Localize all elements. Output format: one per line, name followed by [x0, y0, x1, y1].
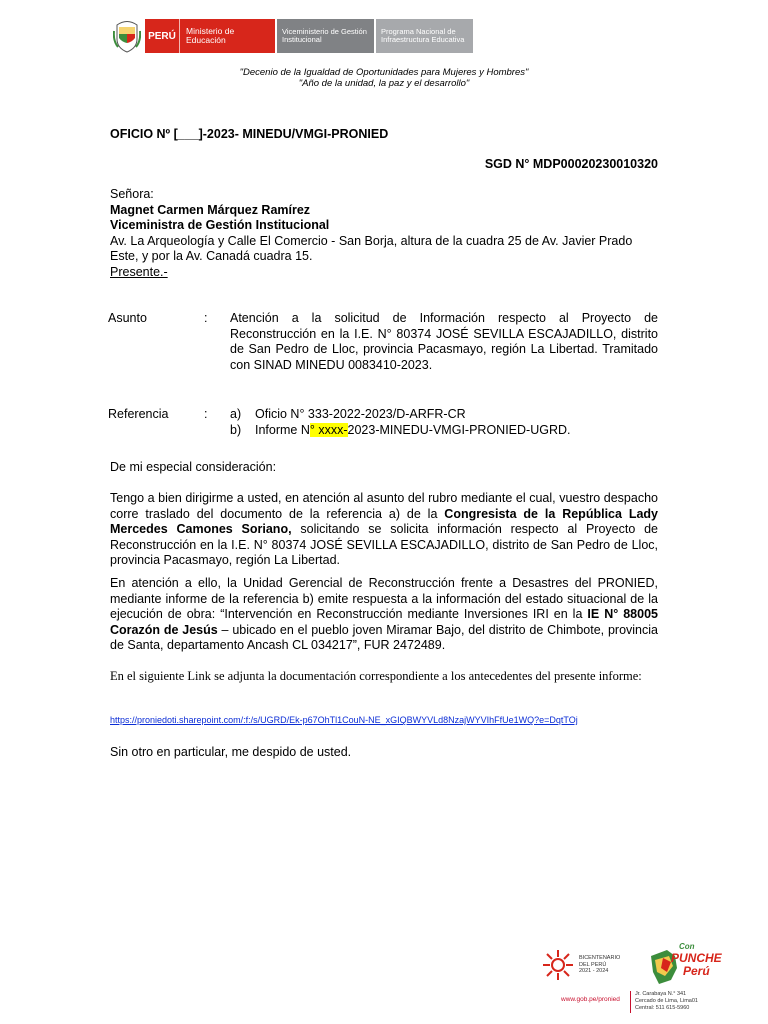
recipient-name: Magnet Carmen Márquez Ramírez: [110, 202, 311, 217]
presente: Presente.-: [110, 264, 168, 279]
peru-shield-icon: [113, 19, 141, 53]
punche-con: Con: [679, 942, 695, 951]
bicentenario-logo: [541, 948, 620, 982]
referencia-colon: :: [204, 407, 208, 421]
bicentenario-text: BICENTENARIO DEL PERÚ 2021 - 2024: [579, 955, 621, 975]
viceministry-name: Viceministerio de Gestión Institucional: [277, 19, 374, 53]
salutation: Señora:: [110, 187, 154, 201]
footer-address: Jr. Carabaya N.° 341 Cercado de Lima, Lima01 Central: 511 615-5960: [635, 991, 698, 1011]
recipient-address: Av. La Arqueología y Calle El Comercio - San Borja, altura de la cuadra 25 de Av. Javier Prado Este, y por la Av. Canadá cuadra 15.: [110, 233, 633, 263]
referencia-list: [230, 407, 658, 438]
referencia-label: Referencia: [108, 407, 169, 421]
website-link[interactable]: www.gob.pe/pronied: [561, 996, 620, 1003]
program-name: Programa Nacional de Infraestructura Educativa: [376, 19, 473, 53]
decade-line-1: "Decenio de la Igualdad de Oportunidades para Mujeres y Hombres": [239, 67, 529, 78]
asunto-colon: :: [204, 311, 208, 325]
closing: Sin otro en particular, me despido de usted.: [110, 745, 352, 759]
recipient-title: Viceministra de Gestión Institucional: [110, 218, 330, 232]
sgd-number: SGD N° MDP00020230010320: [484, 157, 658, 171]
referencia-item-b: b) Informe N° xxxx-2023-MINEDU-VMGI-PRONIED-UGRD.: [230, 422, 571, 437]
referencia-item-a: a) Oficio N° 333-2022-2023/D-ARFR-CR: [230, 407, 466, 421]
punche-peru: Perú: [683, 964, 710, 978]
referencia-row: [108, 407, 668, 441]
peru-label: PERÚ: [145, 19, 179, 53]
bicentenario-logo-icon: [541, 948, 575, 982]
decade-line-2: "Año de la unidad, la paz y el desarrollo": [298, 78, 470, 89]
punche-peru-logo: [645, 942, 725, 993]
oficio-number: OFICIO Nº [___]-2023- MINEDU/VMGI-PRONIED: [110, 127, 389, 141]
sharepoint-link[interactable]: https://proniedoti.sharepoint.com/:f:/s/UGRD/Ek-p67OhTl1CouN-NE_xGIQBWYVLd8NzajWYVIhFfUe1WQ?e=DqtTOj: [110, 715, 578, 725]
asunto-row: [108, 311, 668, 381]
ministry-header: [113, 19, 473, 53]
punche-word: PUNCHE: [671, 951, 722, 965]
footer-divider: [630, 991, 631, 1013]
highlighted-number: ° xxxx-: [309, 422, 348, 437]
paragraph-3: En el siguiente Link se adjunta la documentación correspondiente a los antecedentes del presente informe:: [110, 669, 642, 683]
ministry-name: Ministerio de Educación: [179, 19, 275, 53]
paragraph-2: En atención a ello, la Unidad Gerencial de Reconstrucción frente a Desastres del PRONIED, mediante informe de la referencia b) emite respuesta a la información del estado situacional de la ejecución de obra: “Intervención en Reconstrucción mediante Inversiones IRI en la IE N° 88005 Corazón de Jesús – ubicado en el pueblo joven Miramar Bajo, del distrito de Chimbote, provincia de Santa, departamento Ancash CL 034217”, FUR 2472489.: [110, 576, 658, 652]
recipient-block: [110, 187, 658, 280]
asunto-label: Asunto: [108, 311, 147, 325]
greeting: De mi especial consideración:: [110, 460, 277, 474]
paragraph-1: Tengo a bien dirigirme a usted, en atención al asunto del rubro mediante el cual, vuestro despacho corre traslado del documento de la referencia a) de la Congresista de la República Lady Mercedes Camones Soriano, solicitando se solicita información respecto al Proyecto de Reconstrucción en la I.E. N° 80374 JOSÉ SEVILLA ESCAJADILLO, distrito de San Pedro de Lloc, provincia Pacasmayo, región La Libertad.: [110, 491, 658, 567]
asunto-text: Atención a la solicitud de Información respecto al Proyecto de Reconstrucción en la I.E. N° 80374 JOSÉ SEVILLA ESCAJADILLO, distrito de San Pedro de Lloc, provincia Pacasmayo, región La Libertad. Tramitado con SINAD MINEDU 0083410-2023.: [230, 311, 658, 372]
decade-motto: [0, 67, 768, 89]
